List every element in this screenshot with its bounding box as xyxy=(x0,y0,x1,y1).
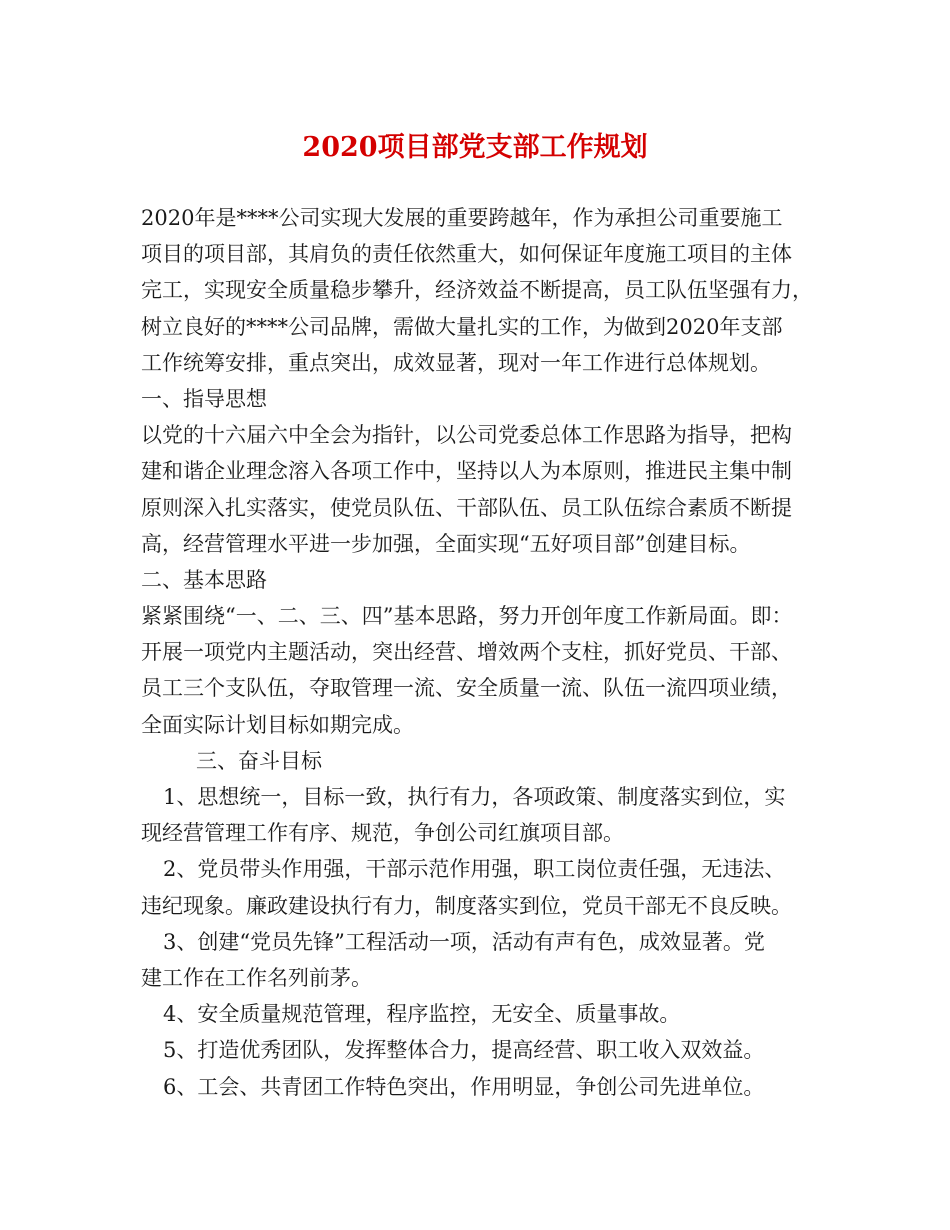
document-title: 2020项目部党支部工作规划 xyxy=(302,132,648,163)
body-line: 一、指导思想 xyxy=(141,386,267,411)
body-line: 项目的项目部，其肩负的责任依然重大，如何保证年度施工项目的主体 xyxy=(141,242,792,267)
body-line: 二、基本思路 xyxy=(141,567,267,592)
body-line: 建工作在工作名列前茅。 xyxy=(141,965,372,990)
body-line: 2、党员带头作用强，干部示范作用强，职工岗位责任强，无违法、 xyxy=(163,857,786,882)
body-line: 高，经营管理水平进一步加强，全面实现“五好项目部”创建目标。 xyxy=(141,531,751,556)
body-line: 完工，实现安全质量稳步攀升，经济效益不断提高，员工队伍坚强有力， xyxy=(141,278,813,303)
body-line: 1、思想统一，目标一致，执行有力，各项政策、制度落实到位，实 xyxy=(163,785,786,809)
body-line: 违纪现象。廉政建设执行有力，制度落实到位，党员干部无不良反映。 xyxy=(141,893,792,918)
body-line: 4、安全质量规范管理，程序监控，无安全、质量事故。 xyxy=(163,1002,681,1027)
body-line: 开展一项党内主题活动，突出经营、增效两个支柱，抓好党员、干部、 xyxy=(141,640,792,665)
body-line: 现经营管理工作有序、规范，争创公司红旗项目部。 xyxy=(141,821,624,846)
body-line: 以党的十六届六中全会为指针，以公司党委总体工作思路为指导，把构 xyxy=(141,423,792,448)
body-line: 3、创建“党员先锋”工程活动一项，活动有声有色，成效显著。党 xyxy=(163,929,765,954)
body-line: 建和谐企业理念溶入各项工作中，坚持以人为本原则，推进民主集中制 xyxy=(141,459,792,484)
body-line: 6、工会、共青团工作特色突出，作用明显，争创公司先进单位。 xyxy=(163,1074,765,1099)
body-line: 紧紧围绕“一、二、三、四”基本思路，努力开创年度工作新局面。即： xyxy=(141,604,793,629)
body-line: 2020年是****公司实现大发展的重要跨越年，作为承担公司重要施工 xyxy=(141,206,783,230)
body-line: 工作统筹安排，重点突出，成效显著，现对一年工作进行总体规划。 xyxy=(141,350,771,375)
body-line: 员工三个支队伍，夺取管理一流、安全质量一流、队伍一流四项业绩， xyxy=(141,676,792,701)
document-body xyxy=(141,200,821,1105)
body-line: 树立良好的****公司品牌，需做大量扎实的工作，为做到2020年支部 xyxy=(141,314,783,339)
body-line: 5、打造优秀团队，发挥整体合力，提高经营、职工收入双效益。 xyxy=(163,1038,765,1063)
body-line: 原则深入扎实落实，使党员队伍、干部队伍、员工队伍综合素质不断提 xyxy=(141,495,792,520)
body-line: 全面实际计划目标如期完成。 xyxy=(141,712,414,737)
body-line: 三、奋斗目标 xyxy=(196,748,322,773)
